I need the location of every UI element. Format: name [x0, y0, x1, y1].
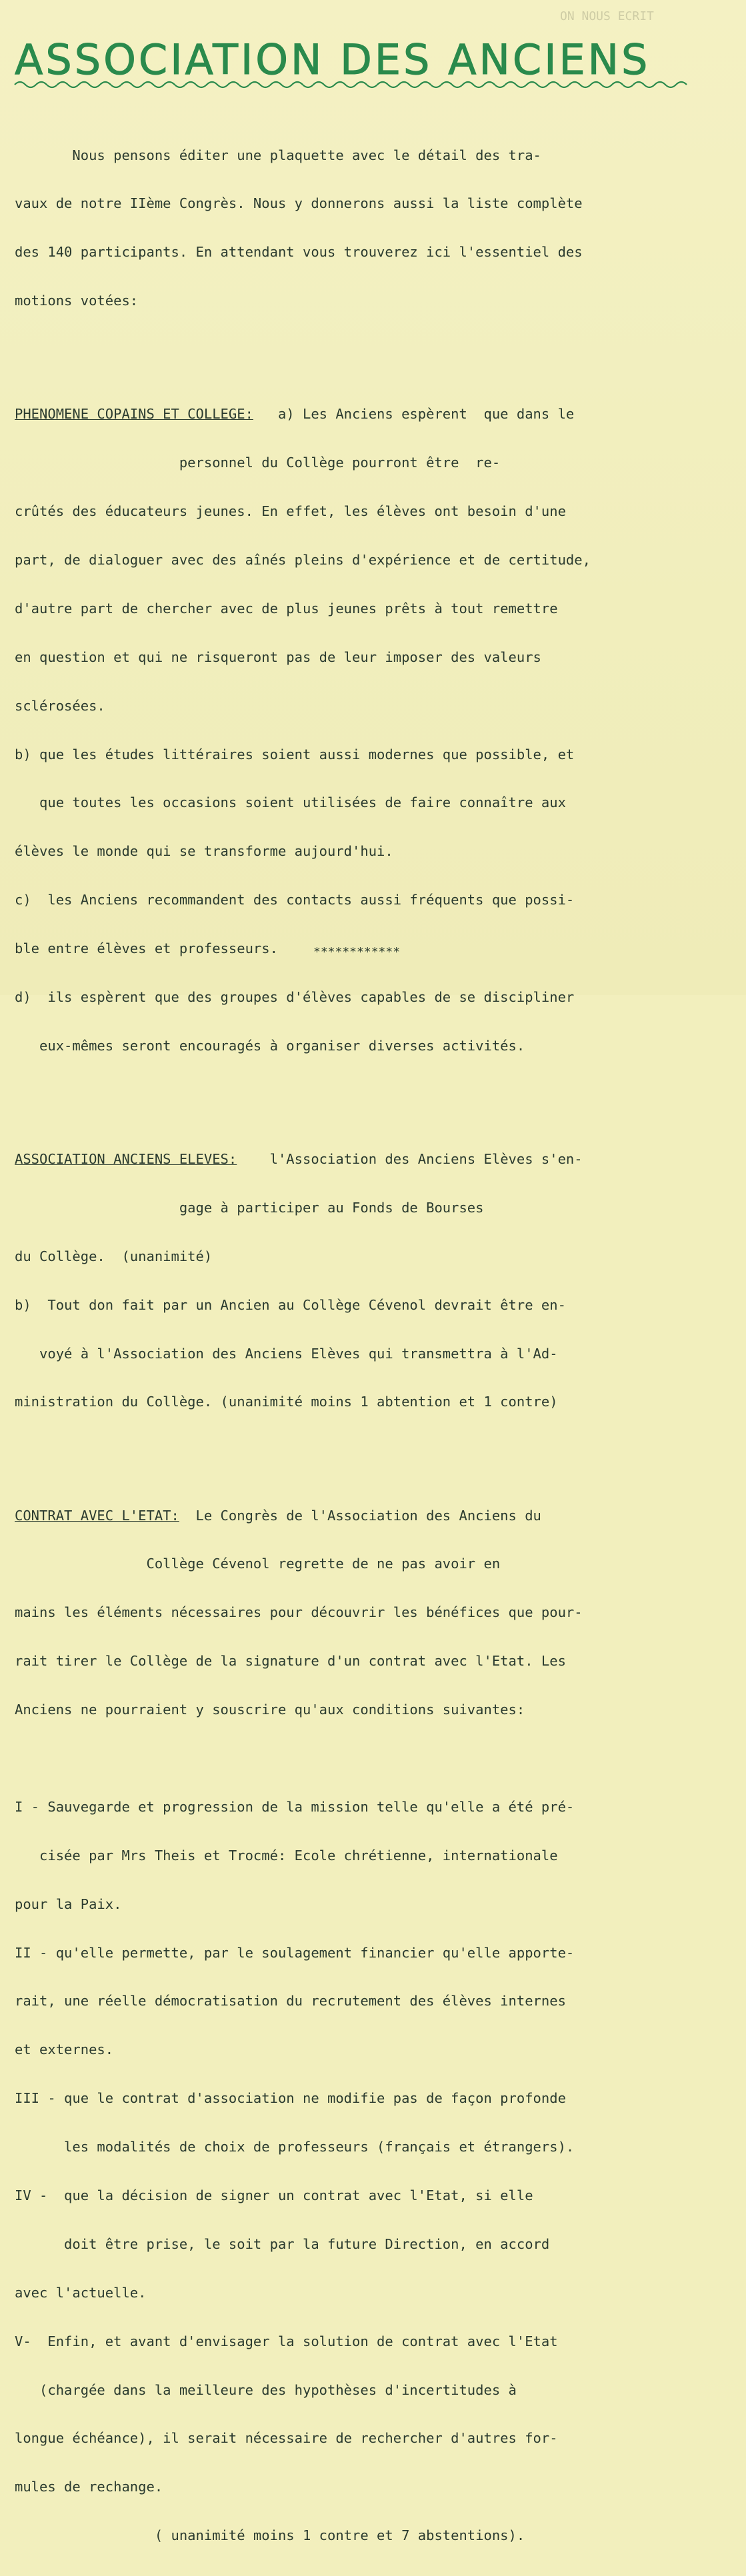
condition-line: I - Sauvegarde et progression de la mission telle qu'elle a été pré- — [15, 1798, 575, 1815]
section1-line: ble entre élèves et professeurs. — [15, 940, 278, 957]
page-title: ASSOCIATION DES ANCIENS — [15, 35, 651, 84]
section1-line: d) ils espèrent que des groupes d'élèves capables de se discipliner — [15, 989, 575, 1006]
section3-line: Collège Cévenol regrette de ne pas avoir en — [15, 1556, 501, 1572]
condition-line: les modalités de choix de professeurs (français et étrangers). — [15, 2139, 575, 2155]
section1-line: crûtés des éducateurs jeunes. En effet, les élèves ont besoin d'une — [15, 503, 566, 520]
section2-line: ministration du Collège. (unanimité moins 1 abtention et 1 contre) — [15, 1394, 558, 1410]
condition-line: (chargée dans la meilleure des hypothèses d'incertitudes à — [15, 2381, 517, 2398]
section1-line: c) les Anciens recommandent des contacts aussi fréquents que possi- — [15, 892, 575, 908]
section3-first-line — [15, 1508, 695, 1524]
intro-line: des 140 participants. En attendant vous trouverez ici l'essentiel des — [15, 244, 583, 261]
condition-line: rait, une réelle démocratisation du recrutement des élèves internes — [15, 1993, 566, 2009]
section3-line: rait tirer le Collège de la signature d'un contrat avec l'Etat. Les — [15, 1653, 566, 1670]
condition-line: et externes. — [15, 2041, 114, 2058]
section2-line: du Collège. (unanimité) — [15, 1248, 213, 1264]
intro-line: motions votées: — [15, 293, 139, 309]
section3-first-line-text: Le Congrès de l'Association des Anciens du — [179, 1507, 541, 1524]
section2-heading: ASSOCIATION ANCIENS ELEVES: — [15, 1151, 237, 1167]
section2-line: voyé à l'Association des Anciens Elèves qui transmettra à l'Ad- — [15, 1345, 558, 1362]
section2-first-line — [15, 1151, 695, 1167]
condition-line: IV - que la décision de signer un contrat avec l'Etat, si elle — [15, 2187, 533, 2203]
section3-line: Anciens ne pourraient y souscrire qu'aux conditions suivantes: — [15, 1702, 525, 1718]
section2-line: b) Tout don fait par un Ancien au Collège Cévenol devrait être en- — [15, 1296, 566, 1313]
section1-line: part, de dialoguer avec des aînés pleins d'expérience et de certitude, — [15, 552, 591, 569]
condition-line: mules de rechange. — [15, 2479, 163, 2495]
condition-line: V- Enfin, et avant d'envisager la solution de contrat avec l'Etat — [15, 2333, 558, 2349]
condition-line: avec l'actuelle. — [15, 2284, 147, 2301]
corner-header-text: ON NOUS ECRIT — [560, 9, 654, 23]
condition-line: doit être prise, le soit par la future Direction, en accord — [15, 2235, 550, 2252]
condition-line: longue échéance), il serait nécessaire de rechercher d'autres for- — [15, 2430, 558, 2447]
section3-line: mains les éléments nécessaires pour découvrir les bénéfices que pour- — [15, 1604, 583, 1621]
vote-result: ( unanimité moins 1 contre et 7 abstentions). — [15, 2527, 525, 2544]
section1-first-line-text: a) Les Anciens espèrent que dans le — [253, 406, 575, 423]
section3-heading: CONTRAT AVEC L'ETAT: — [15, 1507, 179, 1524]
section1-line: personnel du Collège pourront être re- — [15, 455, 501, 471]
section1-line: sclérosées. — [15, 697, 105, 714]
wavy-underline — [15, 78, 695, 91]
section1-line: élèves le monde qui se transforme aujourd'hui. — [15, 843, 393, 860]
section2-line: gage à participer au Fonds de Bourses — [15, 1199, 484, 1216]
condition-line: II - qu'elle permette, par le soulagement financier qu'elle apporte- — [15, 1944, 575, 1961]
title-block — [15, 37, 695, 83]
section1-line: que toutes les occasions soient utilisées de faire connaître aux — [15, 794, 566, 811]
section1-first-line — [15, 406, 695, 422]
section1-line: d'autre part de chercher avec de plus jeunes prêts à tout remettre — [15, 600, 558, 617]
section1-heading: PHENOMENE COPAINS ET COLLEGE: — [15, 406, 253, 423]
separator-stars: ************ — [313, 945, 401, 959]
section1-line: b) que les études littéraires soient aussi modernes que possible, et — [15, 746, 575, 762]
section1-line: eux-mêmes seront encouragés à organiser diverses activités. — [15, 1037, 525, 1054]
section2-first-line-text: l'Association des Anciens Elèves s'en- — [237, 1151, 583, 1167]
condition-line: III - que le contrat d'association ne modifie pas de façon profonde — [15, 2090, 566, 2107]
body-text — [15, 115, 695, 2576]
intro-line: Nous pensons éditer une plaquette avec le détail des tra- — [15, 147, 541, 163]
intro-line: vaux de notre IIème Congrès. Nous y donnerons aussi la liste complète — [15, 195, 583, 212]
condition-line: pour la Paix. — [15, 1896, 122, 1912]
section1-line: en question et qui ne risqueront pas de leur imposer des valeurs — [15, 648, 541, 665]
condition-line: cisée par Mrs Theis et Trocmé: Ecole chrétienne, internationale — [15, 1847, 558, 1864]
